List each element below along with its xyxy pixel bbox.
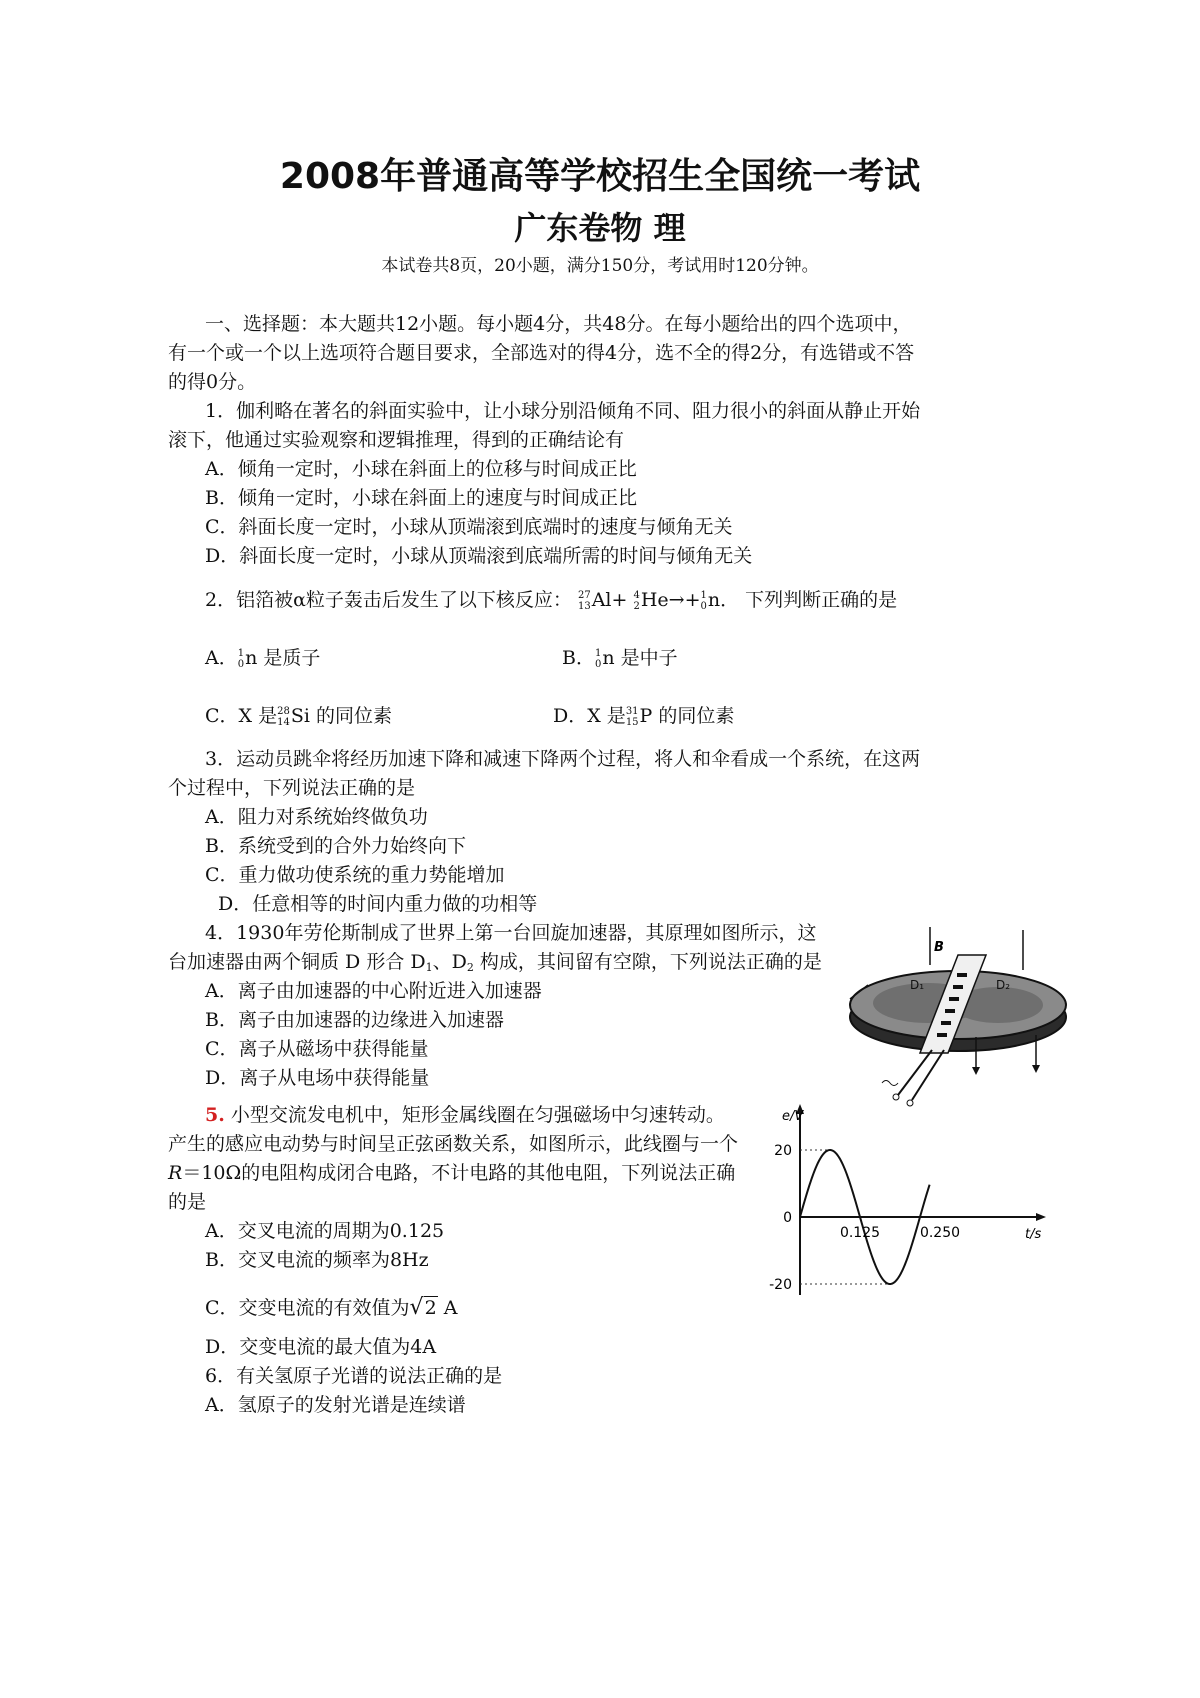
he-symbol: He→+ xyxy=(640,589,701,611)
q5-option-c-radicand: 2 xyxy=(424,1297,437,1319)
q6-stem-line1: 6．有关氢原子光谱的说法正确的是 xyxy=(205,1365,503,1387)
q3-stem-line1: 3．运动员跳伞将经历加速下降和减速下降两个过程，将人和伞看成一个系统，在这两 xyxy=(205,748,921,770)
section-intro-line3: 的得0分。 xyxy=(168,371,257,393)
q2-stem xyxy=(205,590,897,612)
p-mass: 31 xyxy=(625,706,639,717)
q2-option-b-text: n 是中子 xyxy=(602,647,678,669)
emf-time-chart xyxy=(760,1100,1060,1300)
q4-option-b: B．离子由加速器的边缘进入加速器 xyxy=(205,1009,504,1031)
d1-label: D₁ xyxy=(910,978,925,992)
q2-option-a xyxy=(205,648,320,670)
section-intro-line1: 一、选择题：本大题共12小题。每小题4分，共48分。在每小题给出的四个选项中， xyxy=(205,313,912,335)
si-indices xyxy=(277,706,290,728)
q5-stem-line2: 产生的感应电动势与时间呈正弦函数关系，如图所示，此线圈与一个 xyxy=(168,1133,739,1155)
q2b-n-num: 0 xyxy=(594,659,602,670)
q4-line2-part-c: 构成，其间留有空隙，下列说法正确的是 xyxy=(473,951,822,973)
q2b-n-mass: 1 xyxy=(594,648,602,659)
q5-stem-line3 xyxy=(168,1164,735,1183)
ac-source-icon xyxy=(882,1081,898,1086)
q5-option-c xyxy=(205,1297,457,1319)
q5-option-d: D．交变电流的最大值为4A xyxy=(205,1336,437,1358)
q6-option-a: A．氢原子的发射光谱是连续谱 xyxy=(205,1394,466,1416)
q1-option-c: C．斜面长度一定时，小球从顶端滚到底端时的速度与倾角无关 xyxy=(205,516,733,538)
b-field-arrowhead-3 xyxy=(1032,1065,1040,1073)
q2-stem-text: 2．铝箔被α粒子轰击后发生了以下核反应： xyxy=(205,589,572,611)
q5-option-a: A．交叉电流的周期为0.125 xyxy=(205,1220,445,1242)
x-tick-label: 0.250 xyxy=(919,1225,961,1241)
si-mass: 28 xyxy=(277,706,290,717)
lead-wire-2 xyxy=(912,1050,944,1100)
q4-sub-2: 2 xyxy=(466,961,474,974)
q5-option-c-text: C．交变电流的有效值为 xyxy=(205,1297,410,1319)
section-intro-line2: 有一个或一个以上选项符合题目要求，全部选对的得4分，选不全的得2分，有选错或不答 xyxy=(168,342,915,364)
q5-option-b: B．交叉电流的频率为8Hz xyxy=(205,1249,429,1271)
q2-stem-end: 下列判断正确的是 xyxy=(745,589,898,611)
al-nuclide-indices xyxy=(578,590,591,612)
q4-sub-1: 1 xyxy=(425,961,433,974)
q1-option-b: B．倾角一定时，小球在斜面上的速度与时间成正比 xyxy=(205,487,637,509)
q1-option-a: A．倾角一定时，小球在斜面上的位移与时间成正比 xyxy=(205,458,637,480)
q2a-n-mass: 1 xyxy=(237,648,245,659)
n-nuclide-indices xyxy=(701,590,707,612)
q4-option-d: D．离子从电场中获得能量 xyxy=(205,1067,430,1089)
q4-stem-line2 xyxy=(168,953,822,973)
q4-option-a: A．离子由加速器的中心附近进入加速器 xyxy=(205,980,542,1002)
y-tick-label: 20 xyxy=(774,1143,792,1159)
q2-option-a-text: n 是质子 xyxy=(245,647,321,669)
sqrt-icon: √ xyxy=(409,1295,424,1320)
p-indices xyxy=(626,706,639,728)
q2-option-b-letter: B． xyxy=(562,647,595,669)
p-num: 15 xyxy=(625,717,639,728)
page-title: 2008年普通高等学校招生全国统一考试 xyxy=(279,156,921,197)
he-atomic-number: 2 xyxy=(633,601,640,612)
q5-r-symbol: R xyxy=(168,1162,183,1184)
q1-stem-line1: 1．伽利略在著名的斜面实验中，让小球分别沿倾角不同、阻力很小的斜面从静止开始 xyxy=(205,400,921,422)
y-tick-label: -20 xyxy=(769,1277,792,1293)
y-axis-label: e/V xyxy=(782,1109,804,1124)
he-nuclide-indices xyxy=(633,590,639,612)
b-field-arrowhead-4 xyxy=(972,1067,980,1075)
n-symbol: n． xyxy=(707,589,740,611)
q5-number: 5. xyxy=(205,1104,225,1126)
b-label: B xyxy=(934,940,944,955)
q4-stem-line1: 4．1930年劳伦斯制成了世界上第一台回旋加速器，其原理如图所示，这 xyxy=(205,922,817,944)
d2-label: D₂ xyxy=(996,978,1011,992)
q1-option-d: D．斜面长度一定时，小球从顶端滚到底端所需的时间与倾角无关 xyxy=(205,545,753,567)
q3-option-c: C．重力做功使系统的重力势能增加 xyxy=(205,864,505,886)
q5-stem-line4: 的是 xyxy=(168,1191,207,1213)
si-num: 14 xyxy=(277,717,290,728)
q3-option-d: D．任意相等的时间内重力做的功相等 xyxy=(218,893,538,915)
q2a-n-num: 0 xyxy=(237,659,245,670)
q2-option-c xyxy=(205,706,392,728)
n-mass-number: 1 xyxy=(700,590,707,601)
q2-option-b xyxy=(562,648,678,670)
q2-option-a-letter: A． xyxy=(205,647,238,669)
al-atomic-number: 13 xyxy=(577,601,591,612)
q2b-n-indices xyxy=(595,648,601,670)
q3-stem-line2: 个过程中，下列说法正确的是 xyxy=(168,777,416,799)
q2-option-c-text: Si 的同位素 xyxy=(290,705,392,727)
n-atomic-number: 0 xyxy=(700,601,707,612)
q2-option-d xyxy=(553,706,734,728)
q4-option-c: C．离子从磁场中获得能量 xyxy=(205,1038,429,1060)
q1-stem-line2: 滚下，他通过实验观察和逻辑推理，得到的正确结论有 xyxy=(168,429,625,451)
q5-line3-text: ＝10Ω的电阻构成闭合电路，不计电路的其他电阻，下列说法正确 xyxy=(182,1162,736,1184)
q2-option-d-letter: D．X 是 xyxy=(553,705,626,727)
x-axis-arrowhead xyxy=(1036,1213,1046,1221)
he-mass-number: 4 xyxy=(633,590,640,601)
exam-info: 本试卷共8页，20小题，满分150分，考试用时120分钟。 xyxy=(381,256,819,276)
x-axis-label: t/s xyxy=(1025,1227,1042,1242)
q2-option-c-letter: C．X 是 xyxy=(205,705,278,727)
q5-option-c-unit: A xyxy=(437,1297,458,1319)
al-mass-number: 27 xyxy=(577,590,591,601)
x-tick-label: 0.125 xyxy=(839,1225,881,1241)
q2a-n-indices xyxy=(238,648,244,670)
q5-line1-text: 小型交流发电机中，矩形金属线圈在匀强磁场中匀速转动。 xyxy=(224,1104,725,1126)
q4-line2-part-b: 、D xyxy=(432,951,467,973)
q3-option-b: B．系统受到的合外力始终向下 xyxy=(205,835,466,857)
cyclotron-figure xyxy=(838,925,1070,1115)
page-subtitle: 广东卷物 理 xyxy=(514,209,686,247)
y-tick-label: 0 xyxy=(783,1210,792,1226)
q5-stem-line1 xyxy=(205,1106,725,1125)
al-symbol: Al+ xyxy=(591,589,628,611)
lead-wire-1 xyxy=(898,1050,932,1095)
q3-option-a: A．阻力对系统始终做负功 xyxy=(205,806,428,828)
q4-line2-part-a: 台加速器由两个铜质 D 形合 D xyxy=(168,951,426,973)
q2-option-d-text: P 的同位素 xyxy=(639,705,735,727)
